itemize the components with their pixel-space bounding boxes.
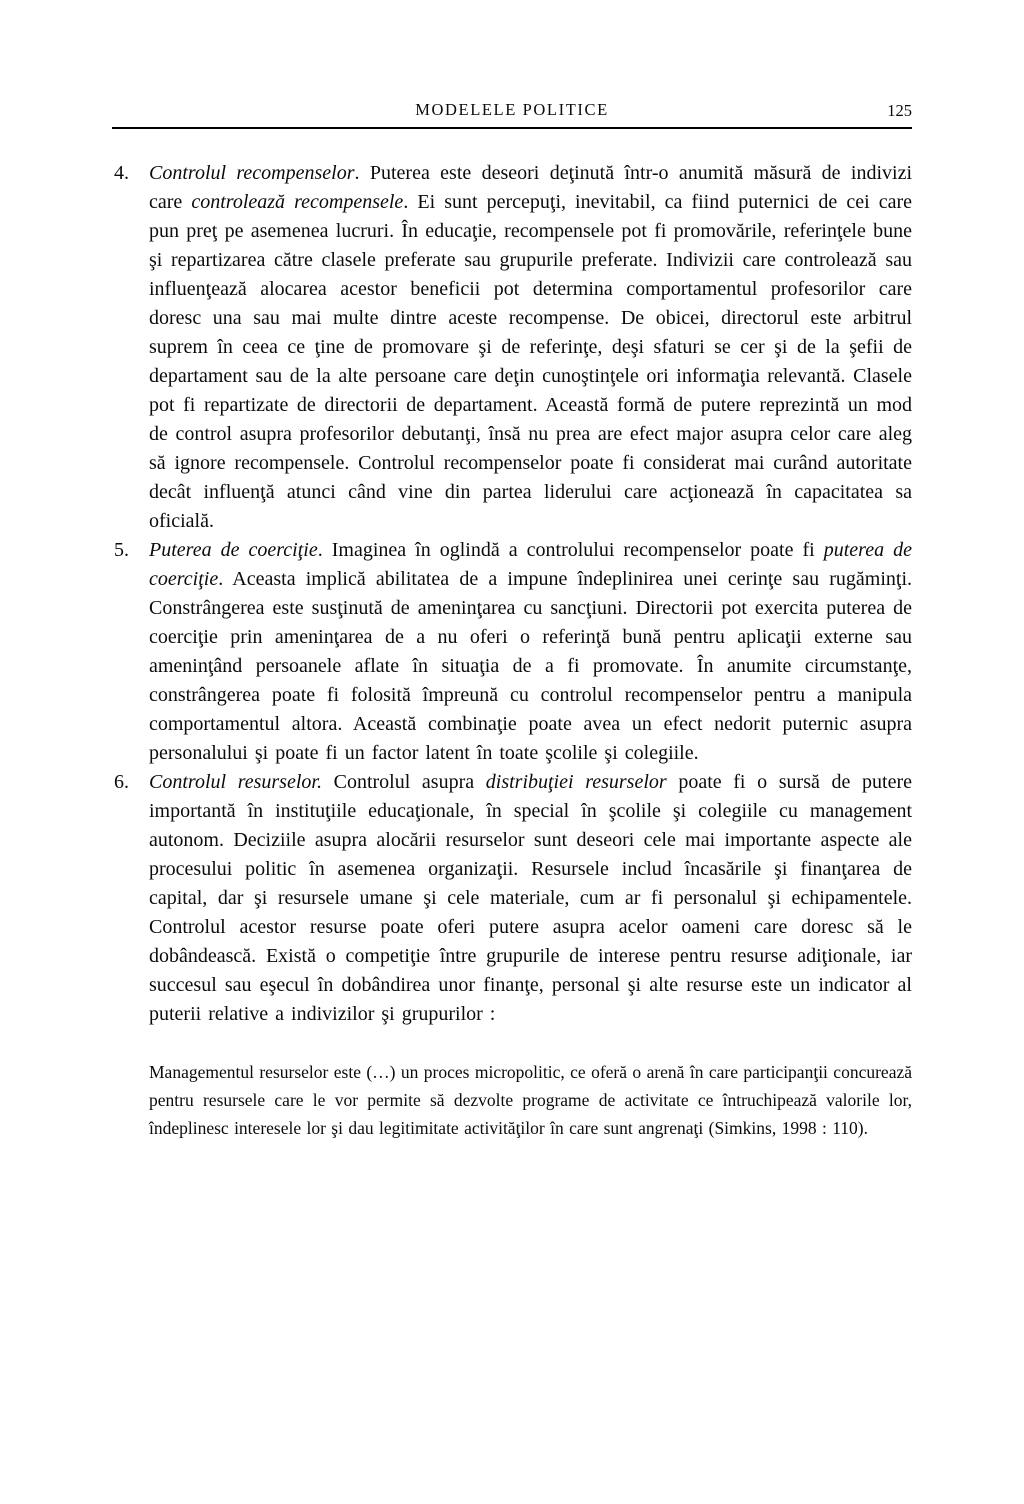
item-text: Controlul resurselor. Controlul asupra distribuţiei resurselor poate fi o sursă de putere importantă în instituţiile educaţionale, în special în şcolile şi colegiile cu management autonom. Deciziile asupra alocării resurselor sunt deseori cele mai importante aspecte ale procesului politic în asemenea organizaţii. Resursele includ încasările şi finanţarea de capital, dar şi resursele umane şi cele materiale, cum ar fi personalul şi echipamentele. Controlul acestor resurse poate oferi putere asupra acelor oameni care doresc să le dobândească. Există o competiţie între grupurile de interese pentru resurse adiţionale, iar succesul sau eşecul în dobândirea unor finanţe, personal şi alte resurse este un indicator al puterii relative a indivizilor şi grupurilor : (149, 771, 913, 1025)
item-number: 5. (114, 539, 129, 561)
running-title: MODELELE POLITICE (415, 100, 609, 119)
numbered-list (112, 159, 912, 1029)
list-item (112, 768, 912, 1029)
item-text: Puterea de coerciţie. Imaginea în oglindă a controlului recompenselor poate fi puterea de coerciţie. Aceasta implică abilitatea de a impune îndeplinirea unei cerinţe sau rugăminţi. Constrângerea este susţinută de ameninţarea cu sancţiuni. Directorii pot exercita puterea de coerciţie prin ameninţarea de a nu oferi o referinţă bună pentru aplicaţii externe sau ameninţând persoanele aflate în situaţia de a fi promovate. În anumite circumstanţe, constrângerea poate fi folosită împreună cu controlul recompenselor pentru a manipula comportamentul altora. Această combinaţie poate avea un efect nedorit puternic asupra personalului şi poate fi un factor latent în toate şcolile şi colegiile. (149, 539, 912, 764)
list-item (112, 536, 912, 768)
page-header (112, 100, 912, 129)
item-number: 6. (114, 771, 129, 793)
item-text: Controlul recompenselor. Puterea este deseori deţinută într-o anumită măsură de indivizi care controlează recompensele. Ei sunt percepuţi, inevitabil, ca fiind puternici de cei care pun preţ pe asemenea lucruri. În educaţie, recompensele pot fi promovările, referinţele bune şi repartizarea către clasele preferate sau grupurile preferate. Indivizii care controlează sau influenţează alocarea acestor beneficii pot determina comportamentul profesorilor care doresc una sau mai multe dintre aceste recompense. De obicei, directorul este arbitrul suprem în ceea ce ţine de promovare şi de referinţe, deşi sfaturi se cer şi de la şefii de departament sau de la alte persoane care deţin cunoştinţele ori informaţia relevantă. Clasele pot fi repartizate de directorii de departament. Această formă de putere reprezintă un mod de control asupra profesorilor debutanţi, însă nu prea are efect major asupra celor care aleg să ignore recompensele. Controlul recompenselor poate fi considerat mai curând autoritate decât influenţă atunci când vine din partea liderului care acţionează în capacitatea sa oficială. (149, 162, 913, 532)
list-item (112, 159, 912, 536)
page-number: 125 (887, 101, 912, 120)
item-number: 4. (114, 162, 129, 184)
block-quote: Managementul resurselor este (…) un proces micropolitic, ce oferă o arenă în care participanţii concurează pentru resursele care le vor permite să dezvolte programe de activitate ce întruchipează valorile lor, îndeplinesc interesele lor şi dau legitimitate activităţilor în care sunt angrenaţi (Simkins, 1998 : 110). (149, 1062, 912, 1138)
page-body (112, 159, 912, 1142)
